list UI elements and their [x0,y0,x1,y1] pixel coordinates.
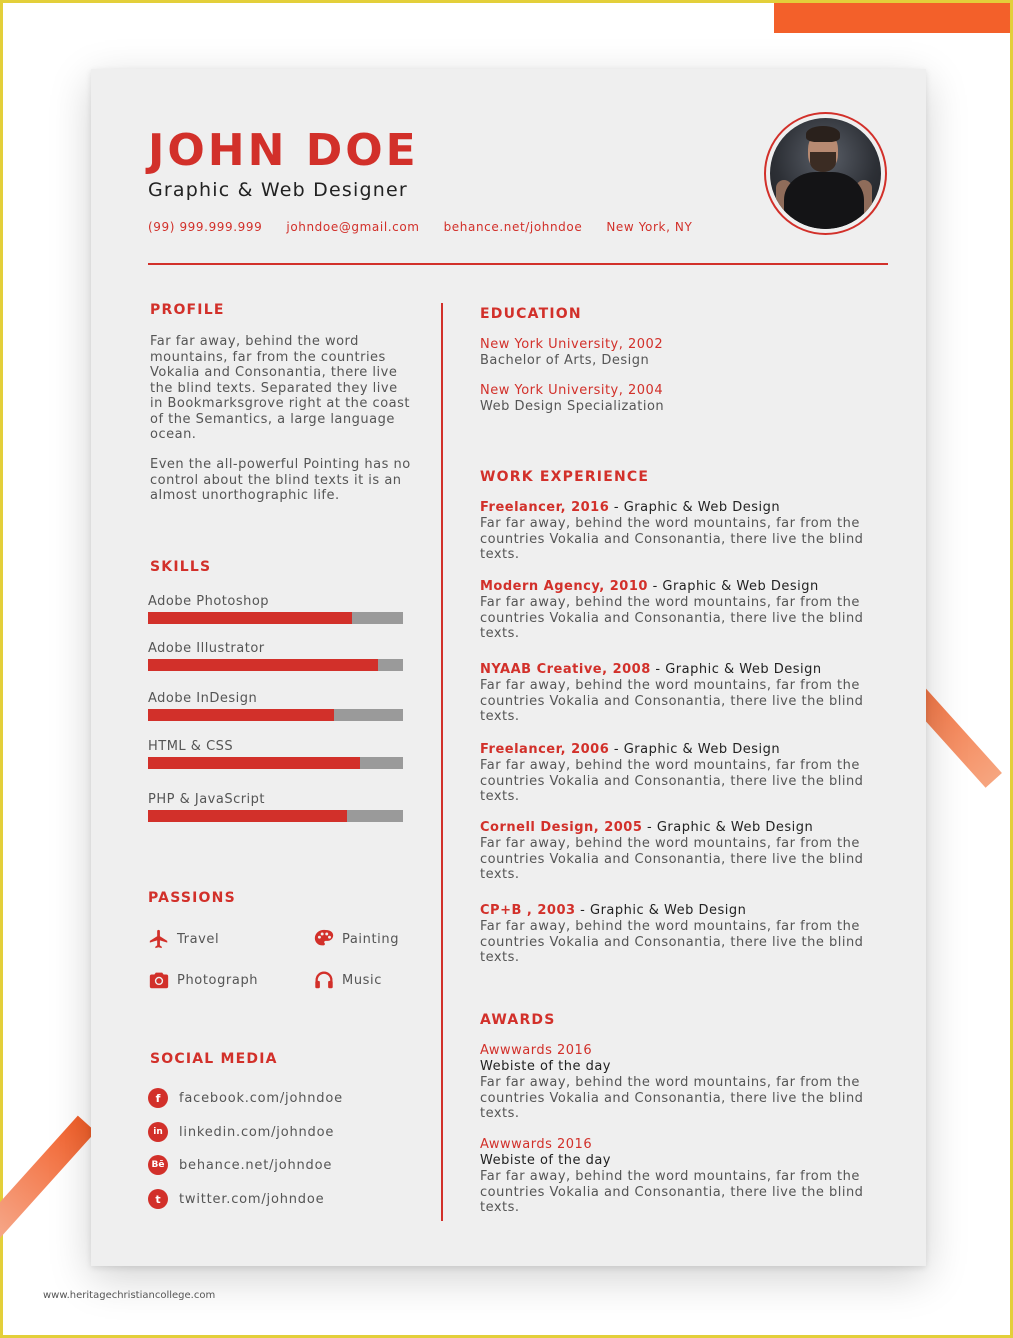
company: Freelancer, 2016 [480,500,610,515]
education-item [480,383,880,415]
linkedin-icon: in [148,1122,168,1142]
passions-heading: PASSIONS [148,890,236,906]
skill-bar-fill [148,810,347,822]
work-item [480,579,880,642]
award-subtitle: Webiste of the day [480,1153,611,1168]
awards-heading: AWARDS [480,1012,556,1028]
skill-bar [148,612,403,624]
work-item [480,662,880,725]
company: CP+B , 2003 [480,903,576,918]
avatar [770,118,881,229]
work-description: Far far away, behind the word mountains, far from the countries Vokalia and Consonantia, there live the blind texts. [480,595,864,641]
skill-bar-fill [148,612,352,624]
work-description: Far far away, behind the word mountains, far from the countries Vokalia and Consonantia, there live the blind texts. [480,836,864,882]
work-experience-heading: WORK EXPERIENCE [480,469,650,485]
company: Freelancer, 2006 [480,742,610,757]
skill-bar-fill [148,659,378,671]
phone-number[interactable]: (99) 999.999.999 [148,220,263,234]
education-item [480,337,880,369]
profile-photo [764,112,887,235]
work-description: Far far away, behind the word mountains, far from the countries Vokalia and Consonantia, there live the blind texts. [480,758,864,804]
social-behance[interactable] [148,1155,332,1175]
headphones-icon [313,969,335,991]
award-description: Far far away, behind the word mountains, far from the countries Vokalia and Consonantia, there live the blind texts. [480,1075,864,1121]
facebook-icon: f [148,1088,168,1108]
social-facebook[interactable] [148,1088,343,1108]
award-name: Awwwards 2016 [480,1043,593,1058]
resume-page [91,69,926,1266]
contact-row [148,220,692,234]
behance-link[interactable]: behance.net/johndoe [443,220,583,234]
passion-label: Photograph [177,972,259,988]
passion-photograph [148,969,258,991]
passion-label: Music [342,972,382,988]
passion-travel [148,928,219,950]
skill-label: Adobe InDesign [148,691,258,706]
skill-label: PHP & JavaScript [148,792,266,807]
award-description: Far far away, behind the word mountains, far from the countries Vokalia and Consonantia, there live the blind texts. [480,1169,864,1215]
role: - Graphic & Web Design [575,903,747,918]
passion-music [313,969,382,991]
award-name: Awwwards 2016 [480,1137,593,1152]
role: - Graphic & Web Design [650,662,822,677]
skills-heading: SKILLS [150,559,212,575]
passion-label: Travel [177,931,220,947]
social-link[interactable]: linkedin.com/johndoe [179,1124,335,1140]
award-subtitle: Webiste of the day [480,1059,611,1074]
candidate-name: JOHN DOE [148,125,419,176]
skill-bar-fill [148,757,360,769]
work-description: Far far away, behind the word mountains, far from the countries Vokalia and Consonantia, there live the blind texts. [480,919,864,965]
location: New York, NY [606,220,693,234]
skill-label: Adobe Illustrator [148,641,265,656]
company: Modern Agency, 2010 [480,579,648,594]
profile-paragraph-1: Far far away, behind the word mountains, far from the countries Vokalia and Consonantia, there live the blind texts. Separated they live in Bookmarksgrove right at the coast of the Semantics, a large language ocean. [150,334,410,442]
profile-heading: PROFILE [150,302,225,318]
skill-label: HTML & CSS [148,739,234,754]
orange-diagonal-stripe-left [0,1116,96,1258]
email-address[interactable]: johndoe@gmail.com [286,220,420,234]
airplane-icon [148,928,170,950]
orange-corner-stripe [774,3,1010,33]
work-description: Far far away, behind the word mountains, far from the countries Vokalia and Consonantia, there live the blind texts. [480,516,864,562]
work-description: Far far away, behind the word mountains, far from the countries Vokalia and Consonantia, there live the blind texts. [480,678,864,724]
candidate-title: Graphic & Web Designer [148,179,408,201]
social-link[interactable]: behance.net/johndoe [179,1157,333,1173]
role: - Graphic & Web Design [647,579,819,594]
palette-icon [313,928,335,950]
company: NYAAB Creative, 2008 [480,662,651,677]
education-heading: EDUCATION [480,306,582,322]
role: - Graphic & Web Design [609,500,781,515]
social-link[interactable]: facebook.com/johndoe [179,1090,343,1106]
behance-icon: Bē [148,1155,168,1175]
twitter-icon: t [148,1189,168,1209]
role: - Graphic & Web Design [609,742,781,757]
skill-label: Adobe Photoshop [148,594,270,609]
school-name: New York University, 2002 [480,337,664,352]
skill-bar [148,757,403,769]
watermark: www.heritagechristiancollege.com [43,1290,216,1301]
role: - Graphic & Web Design [642,820,814,835]
passion-painting [313,928,399,950]
company: Cornell Design, 2005 [480,820,643,835]
skill-bar [148,709,403,721]
social-media-heading: SOCIAL MEDIA [150,1051,278,1067]
social-linkedin[interactable] [148,1122,334,1142]
profile-paragraph-2: Even the all-powerful Pointing has no control about the blind texts it is an almost unorthographic life. [150,457,411,503]
skill-bar [148,659,403,671]
work-item [480,742,880,805]
award-item [480,1137,880,1216]
work-item [480,903,880,966]
work-item [480,820,880,883]
social-link[interactable]: twitter.com/johndoe [179,1191,325,1207]
work-item [480,500,880,563]
degree: Bachelor of Arts, Design [480,353,650,368]
skill-bar [148,810,403,822]
passion-label: Painting [342,931,400,947]
skill-bar-fill [148,709,334,721]
header-divider [148,263,888,265]
column-divider [441,303,443,1221]
camera-icon [148,969,170,991]
degree: Web Design Specialization [480,399,665,414]
award-item [480,1043,880,1122]
social-twitter[interactable] [148,1189,324,1209]
school-name: New York University, 2004 [480,383,664,398]
